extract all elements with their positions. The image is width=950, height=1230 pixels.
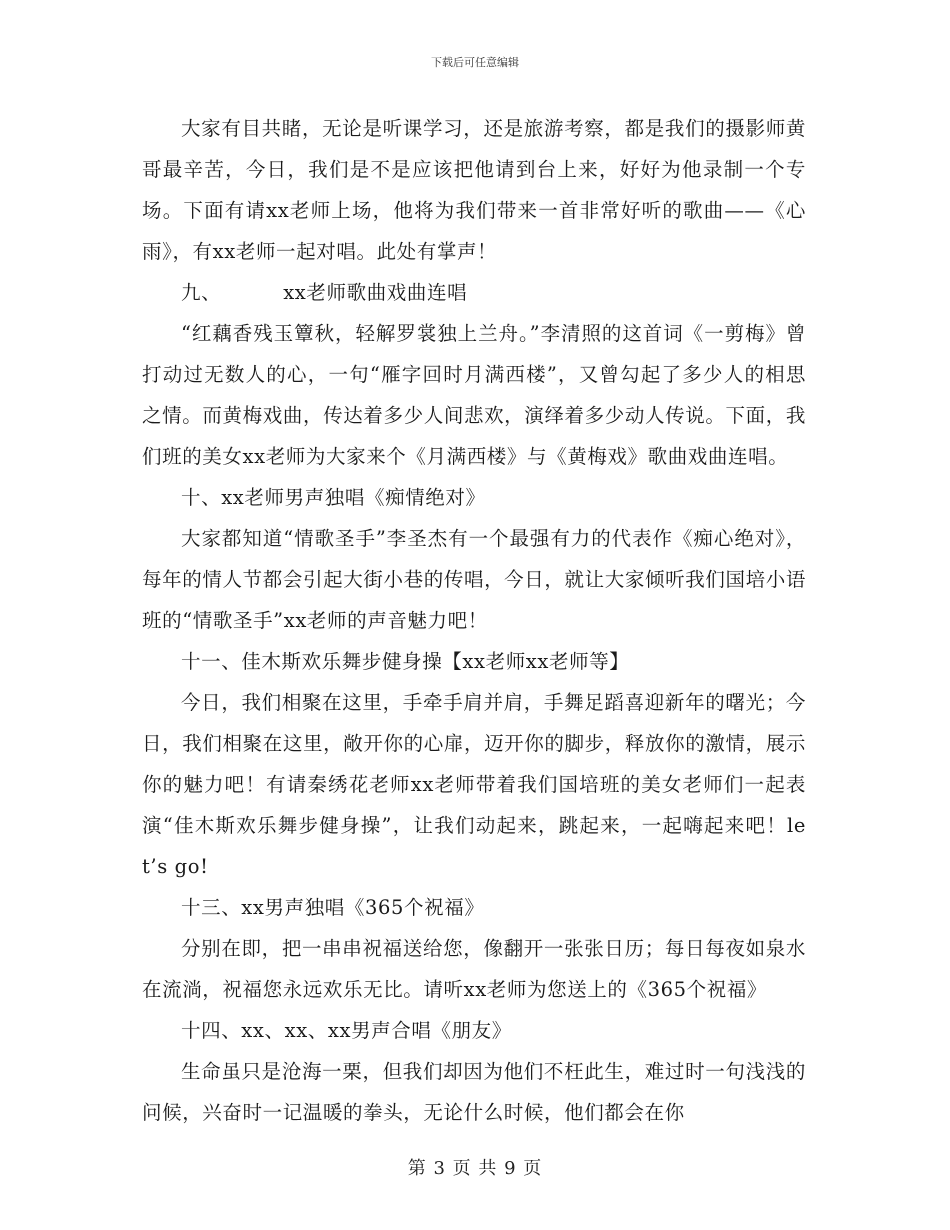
section-heading-thirteen: 十三、xx男声独唱《365个祝福》 — [181, 896, 485, 919]
section-heading-nine — [142, 272, 806, 313]
section-number: 九、 — [181, 281, 222, 304]
paragraph-love-song: 大家都知道“情歌圣手”李圣杰有一个最强有力的代表作《痴心绝对》，每年的情人节都会引起大街小巷的传唱，今日，就让大家倾听我们国培小语班的“情歌圣手”xx老师的声音魅力吧！ — [142, 527, 806, 632]
section-heading-fourteen: 十四、xx、xx、xx男声合唱《朋友》 — [181, 1019, 512, 1042]
section-heading-eleven: 十一、佳木斯欢乐舞步健身操【xx老师xx老师等】 — [181, 650, 630, 673]
paragraph-friends: 生命虽只是沧海一栗，但我们却因为他们不枉此生，难过时一句浅浅的问候，兴奋时一记温暖的拳头，无论什么时候，他们都会在你 — [142, 1060, 806, 1124]
page-header: 下载后可任意编辑 — [431, 56, 519, 69]
paragraph-huangmei-opera: “红藕香残玉簟秋，轻解罗裳独上兰舟。”李清照的这首词《一剪梅》曾打动过无数人的心，一句“雁字回时月满西楼”，又曾勾起了多少人的相思之情。而黄梅戏曲，传达着多少人间悲欢，演绎着多少动人传说。下面，我们班的美女xx老师为大家来个《月满西楼》与《黄梅戏》歌曲戏曲连唱。 — [142, 322, 806, 468]
paragraph-blessings: 分别在即，把一串串祝福送给您，像翻开一张张日历；每日每夜如泉水在流淌，祝福您永远欢乐无比。请听xx老师为您送上的《365个祝福》 — [142, 937, 806, 1001]
paragraph-photographer-intro: 大家有目共睹，无论是听课学习，还是旅游考察，都是我们的摄影师黄哥最辛苦，今日，我们是不是应该把他请到台上来，好好为他录制一个专场。下面有请xx老师上场，他将为我们带来一首非常好听的歌曲——《心雨》，有xx老师一起对唱。此处有掌声！ — [142, 117, 806, 263]
section-title: xx老师歌曲戏曲连唱 — [283, 281, 468, 304]
section-heading-ten: 十、xx老师男声独唱《痴情绝对》 — [181, 486, 486, 509]
page-footer: 第 3 页 共 9 页 — [407, 1158, 543, 1179]
document-body — [142, 108, 806, 1133]
paragraph-dance-performance: 今日，我们相聚在这里，手牵手肩并肩，手舞足蹈喜迎新年的曙光；今日，我们相聚在这里，敞开你的心扉，迈开你的脚步，释放你的激情，展示你的魅力吧！有请秦绣花老师xx老师带着我们国培班的美女老师们一起表演“佳木斯欢乐舞步健身操”，让我们动起来，跳起来，一起嗨起来吧！let’s go! — [142, 691, 806, 878]
